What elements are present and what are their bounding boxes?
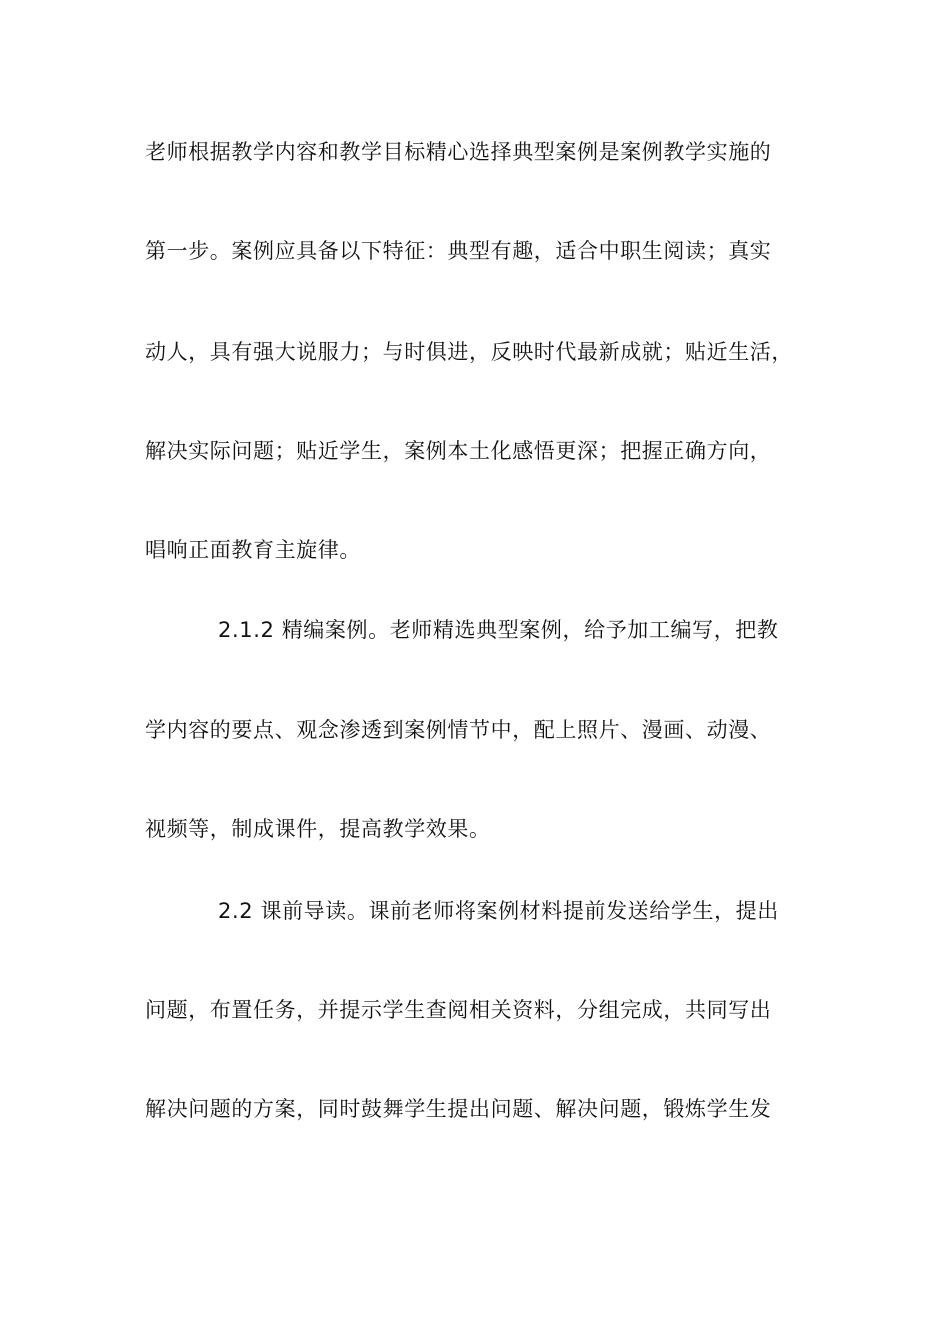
paragraph-line-2: 第一步。案例应具备以下特征：典型有趣，适合中职生阅读；真实	[145, 239, 772, 263]
paragraph-line-3: 动人，具有强大说服力；与时俱进，反映时代最新成就；贴近生活，	[145, 340, 793, 364]
paragraph-line-1: 老师根据教学内容和教学目标精心选择典型案例是案例教学实施的	[145, 140, 772, 164]
paragraph-line-8: 视频等，制成课件，提高教学效果。	[145, 817, 491, 841]
paragraph-line-7: 学内容的要点、观念渗透到案例情节中，配上照片、漫画、动漫、	[145, 718, 772, 742]
paragraph-line-5: 唱响正面教育主旋律。	[145, 538, 361, 562]
paragraph-line-11: 解决问题的方案，同时鼓舞学生提出问题、解决问题，锻炼学生发	[145, 1097, 772, 1121]
paragraph-line-4: 解决实际问题；贴近学生，案例本土化感悟更深；把握正确方向，	[145, 439, 772, 463]
paragraph-line-10: 问题，布置任务，并提示学生查阅相关资料，分组完成，共同写出	[145, 998, 772, 1022]
section-heading-2-2: 2.2 课前导读。课前老师将案例材料提前发送给学生，提出	[218, 899, 779, 923]
section-heading-2-1-2: 2.1.2 精编案例。老师精选典型案例，给予加工编写，把教	[218, 618, 779, 642]
